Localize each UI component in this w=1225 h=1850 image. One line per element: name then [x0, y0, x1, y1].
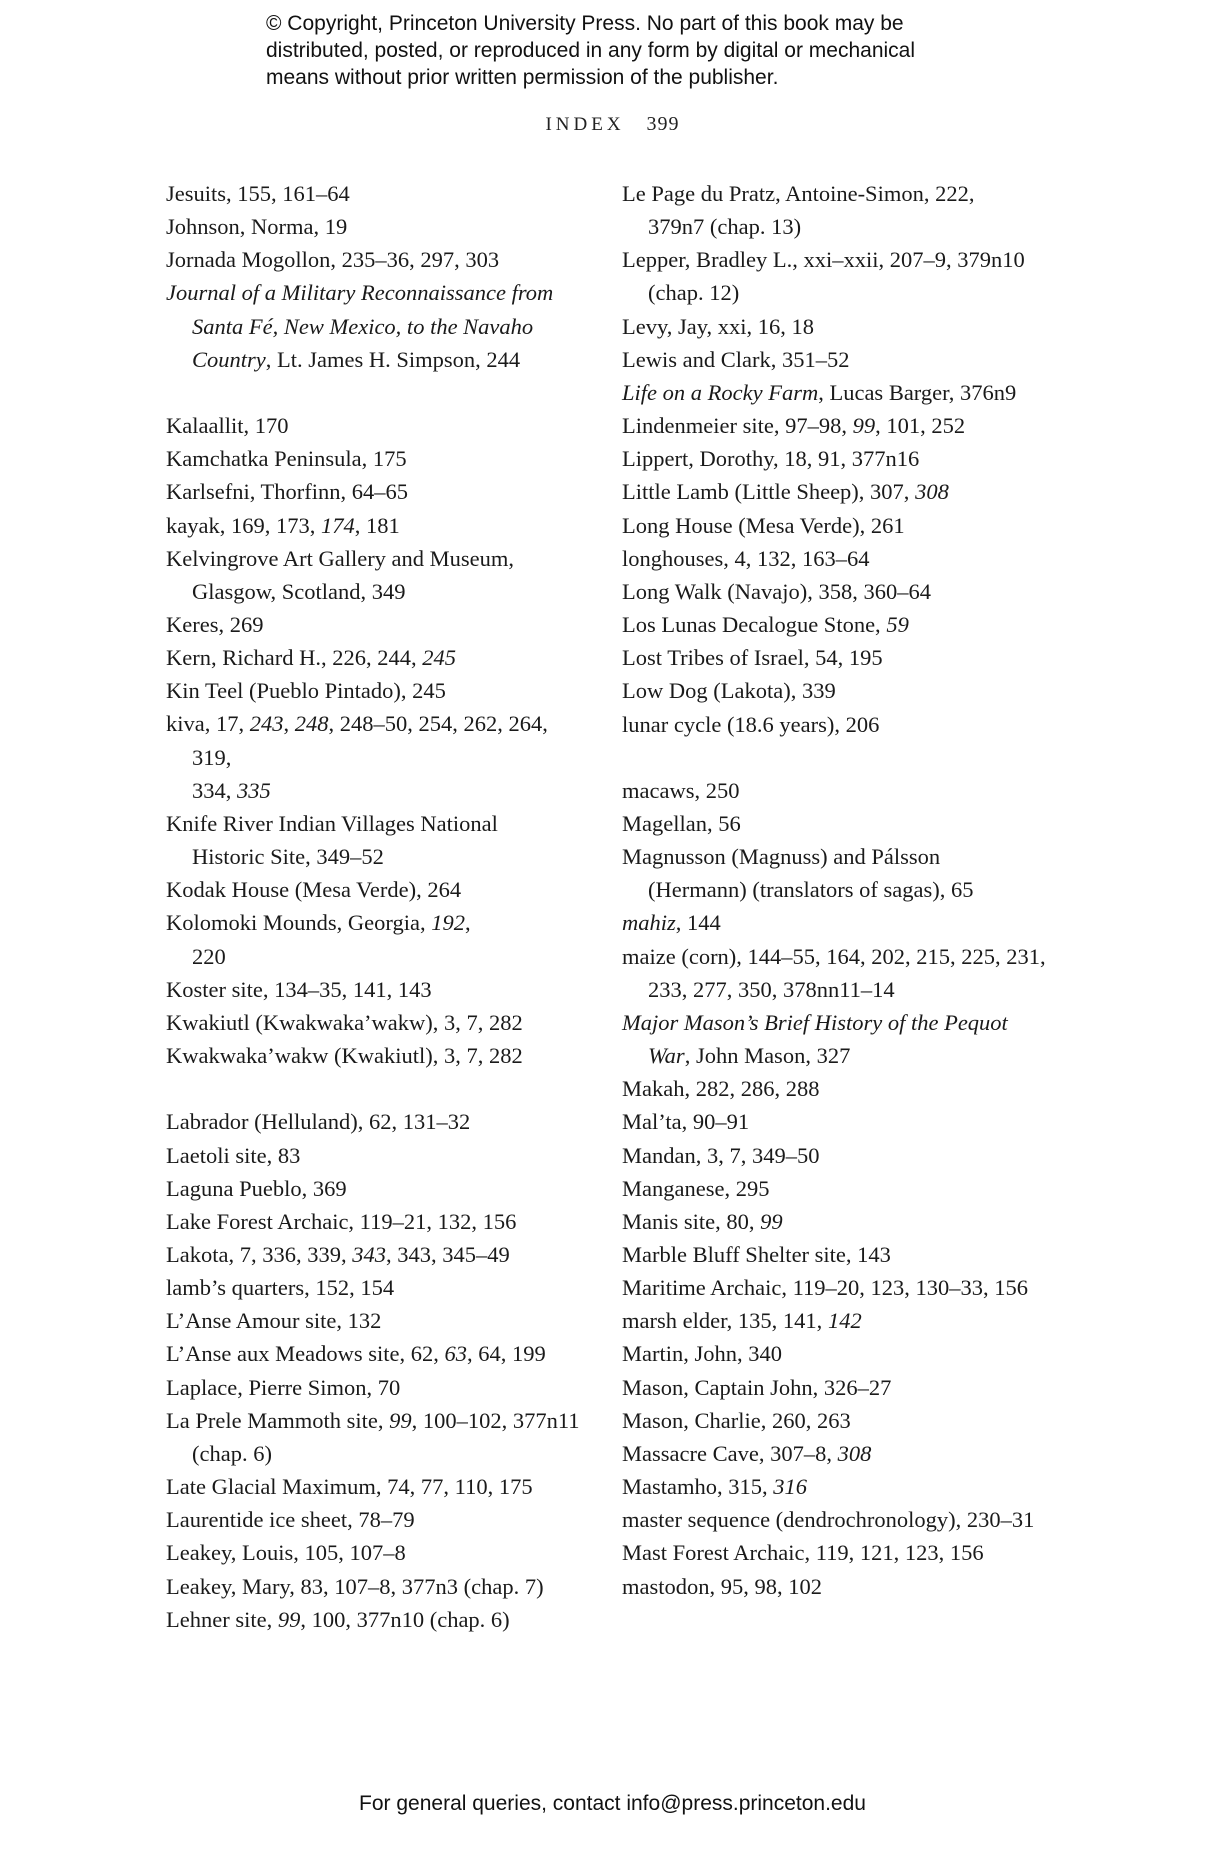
index-entry-text: , 220 — [192, 910, 471, 969]
index-entry-italic-text: 316 — [773, 1474, 807, 1500]
index-entry — [622, 475, 1062, 508]
letter-group-gap — [622, 741, 1062, 774]
index-entry-text: Mast Forest Archaic, 119, 121, 123, 156 — [622, 1540, 984, 1566]
index-entry — [166, 442, 586, 475]
index-entry-text: Leakey, Louis, 105, 107–8 — [166, 1540, 406, 1566]
index-entry — [622, 1570, 1062, 1603]
index-entry-italic-text: 335 — [237, 777, 271, 803]
index-entry-text: kiva, 17, — [166, 711, 250, 737]
index-entry-text: Mason, Captain John, 326–27 — [622, 1374, 892, 1400]
index-entry-text: , John Mason, 327 — [684, 1043, 851, 1069]
index-entry — [622, 509, 1062, 542]
index-entry-text: Koster site, 134–35, 141, 143 — [166, 976, 432, 1002]
index-entry-text: Massacre Cave, 307–8, — [622, 1440, 838, 1466]
index-entry-text: lamb’s quarters, 152, 154 — [166, 1275, 395, 1301]
index-entry — [622, 840, 1062, 906]
index-entry-italic-text: 243 — [249, 711, 284, 737]
index-entry-italic-text: Life on a Rocky Farm — [622, 379, 819, 405]
index-entry-italic-text: 142 — [827, 1308, 862, 1334]
index-entry-text: Lakota, 7, 336, 339, — [166, 1241, 353, 1267]
index-entry-text: Jesuits, 155, 161–64 — [166, 181, 350, 206]
index-column-left — [166, 177, 586, 1636]
index-entry — [622, 1536, 1062, 1569]
index-entry-text: , 248–50, 254, 262, 264, 319, 334, — [192, 711, 548, 803]
index-entry-text: Laplace, Pierre Simon, 70 — [166, 1374, 401, 1400]
index-entry-text: longhouses, 4, 132, 163–64 — [622, 545, 870, 571]
index-entry-text: , 343, 345–49 — [385, 1241, 510, 1267]
index-entry — [622, 608, 1062, 641]
index-entry — [166, 1139, 586, 1172]
index-entry — [166, 409, 586, 442]
index-entry-text: L’Anse Amour site, 132 — [166, 1308, 382, 1334]
running-head — [0, 113, 1225, 136]
index-entry-text: Martin, John, 340 — [622, 1341, 782, 1367]
index-entry-text: Knife River Indian Villages National Historic Site, 349–52 — [166, 810, 498, 870]
letter-group-gap — [166, 376, 586, 409]
index-entry-text: , Lt. James H. Simpson, 244 — [265, 346, 521, 372]
contact-footer: For general queries, contact info@press.princeton.edu — [359, 1792, 866, 1815]
index-entry — [166, 177, 586, 210]
index-entry — [166, 1105, 586, 1138]
index-entry-text: Mal’ta, 90–91 — [622, 1109, 750, 1135]
index-entry — [622, 1205, 1062, 1238]
index-entry — [622, 1006, 1062, 1072]
index-entry-text: lunar cycle (18.6 years), 206 — [622, 711, 880, 737]
index-entry — [166, 1404, 586, 1470]
index-entry — [166, 1603, 586, 1636]
index-entry-text: , 144 — [675, 910, 721, 936]
index-entry-text: Johnson, Norma, 19 — [166, 214, 348, 240]
letter-group-gap — [166, 1072, 586, 1105]
index-entry — [166, 1470, 586, 1503]
index-entry-text: marsh elder, 135, 141, — [622, 1308, 828, 1334]
index-entry-italic-text: 192 — [431, 910, 465, 936]
index-entry — [622, 1238, 1062, 1271]
index-entry-italic-text: 174 — [320, 512, 355, 538]
index-entry-text: Maritime Archaic, 119–20, 123, 130–33, 156 — [622, 1275, 1028, 1301]
index-entry — [166, 1238, 586, 1271]
index-entry — [166, 674, 586, 707]
index-entry-text: Laguna Pueblo, 369 — [166, 1175, 347, 1201]
index-entry — [622, 243, 1062, 309]
index-entry — [166, 608, 586, 641]
index-entry — [622, 376, 1062, 409]
index-entry-text: Labrador (Helluland), 62, 131–32 — [166, 1109, 471, 1135]
index-entry — [166, 973, 586, 1006]
index-entry-text: Kin Teel (Pueblo Pintado), 245 — [166, 678, 446, 704]
index-entry-text: Kodak House (Mesa Verde), 264 — [166, 877, 462, 903]
index-entry-text: Leakey, Mary, 83, 107–8, 377n3 (chap. 7) — [166, 1573, 544, 1599]
index-entry-italic-text: Major Mason’s Brief History of the Pequot War — [622, 1009, 1008, 1069]
index-entry-italic-text: 99 — [277, 1606, 301, 1632]
index-entry-italic-text: 308 — [837, 1440, 872, 1466]
index-entry-text: Long Walk (Navajo), 358, 360–64 — [622, 578, 931, 604]
index-entry — [166, 243, 586, 276]
index-entry-text: Laurentide ice sheet, 78–79 — [166, 1507, 415, 1533]
index-entry-text: Keres, 269 — [166, 612, 264, 638]
index-entry-text: La Prele Mammoth site, — [166, 1407, 390, 1433]
copyright-notice: © Copyright, Princeton University Press. No part of this book may be distributed, posted, or reproduced in any form by digital or mechanical means without prior written permission of the publisher. — [266, 12, 916, 89]
index-entry — [622, 1304, 1062, 1337]
index-entry-text: Kern, Richard H., 226, 244, — [166, 645, 423, 671]
index-entry-italic-text: 245 — [422, 645, 456, 671]
index-entry — [622, 343, 1062, 376]
index-entry — [622, 807, 1062, 840]
index-entry-text: Long House (Mesa Verde), 261 — [622, 512, 905, 538]
index-entry-italic-text: 343 — [352, 1241, 386, 1267]
index-entry — [166, 509, 586, 542]
index-entry-text: Kwakiutl (Kwakwaka’wakw), 3, 7, 282 — [166, 1009, 523, 1035]
index-entry — [622, 409, 1062, 442]
index-entry — [622, 177, 1062, 243]
index-entry-italic-text: 59 — [886, 612, 909, 638]
index-entry-italic-text: 308 — [915, 479, 949, 505]
index-entry-text: L’Anse aux Meadows site, 62, — [166, 1341, 445, 1367]
index-entry — [622, 1072, 1062, 1105]
index-entry-text: Low Dog (Lakota), 339 — [622, 678, 836, 704]
index-entry-text: Lehner site, — [166, 1606, 278, 1632]
index-entry-text: master sequence (dendrochronology), 230–31 — [622, 1507, 1035, 1533]
index-entry — [622, 1337, 1062, 1370]
index-entry — [166, 1271, 586, 1304]
index-entry-italic-text: 63 — [444, 1341, 468, 1367]
index-entry-text: Kamchatka Peninsula, 175 — [166, 446, 407, 472]
index-entry-text: Lost Tribes of Israel, 54, 195 — [622, 645, 883, 671]
index-entry — [166, 807, 586, 873]
index-entry-italic-text: 99 — [389, 1407, 412, 1433]
index-entry-text: Lewis and Clark, 351–52 — [622, 346, 850, 372]
index-entry-text: Karlsefni, Thorfinn, 64–65 — [166, 479, 409, 505]
index-entry — [166, 641, 586, 674]
index-entry — [166, 1006, 586, 1039]
index-entry-text: Magellan, 56 — [622, 810, 741, 836]
index-entry — [622, 542, 1062, 575]
index-entry-text: Jornada Mogollon, 235–36, 297, 303 — [166, 247, 500, 273]
index-entry-text: Laetoli site, 83 — [166, 1142, 301, 1168]
index-entry — [622, 1139, 1062, 1172]
index-entry-text: , Lucas Barger, 376n9 — [818, 379, 1017, 405]
index-entry — [622, 1503, 1062, 1536]
index-entry — [166, 210, 586, 243]
index-entry-text: Lepper, Bradley L., xxi–xxii, 207–9, 379n10 (chap. 12) — [622, 247, 1025, 306]
index-entry-text: Lindenmeier site, 97–98, — [622, 413, 853, 439]
index-entry — [166, 1039, 586, 1072]
index-entry — [622, 1404, 1062, 1437]
index-entry-italic-text: mahiz — [622, 910, 676, 936]
index-entry-text: Le Page du Pratz, Antoine-Simon, 222, 379n7 (chap. 13) — [622, 181, 975, 240]
index-entry-text: Manganese, 295 — [622, 1175, 770, 1201]
index-entry-text: Manis site, 80, — [622, 1208, 761, 1234]
index-entry-text: , 181 — [354, 512, 400, 538]
index-entry — [622, 674, 1062, 707]
index-entry — [166, 1503, 586, 1536]
index-entry — [622, 575, 1062, 608]
index-entry-text: Late Glacial Maximum, 74, 77, 110, 175 — [166, 1474, 533, 1500]
index-entry — [166, 873, 586, 906]
index-entry-text: maize (corn), 144–55, 164, 202, 215, 225, 231, 233, 277, 350, 378nn11–14 — [622, 943, 1046, 1002]
index-entry-italic-text: 99 — [760, 1208, 783, 1234]
index-entry — [166, 1570, 586, 1603]
index-entry — [622, 1371, 1062, 1404]
index-entry — [166, 276, 586, 375]
index-entry — [166, 707, 586, 806]
index-entry-italic-text: 248 — [294, 711, 329, 737]
index-entry-text: Little Lamb (Little Sheep), 307, — [622, 479, 916, 505]
index-entry-text: , 100–102, 377n11 (chap. 6) — [192, 1407, 580, 1466]
index-entry — [622, 1271, 1062, 1304]
index-entry-text: Magnusson (Magnuss) and Pálsson (Hermann) (translators of sagas), 65 — [622, 844, 974, 903]
index-entry — [622, 906, 1062, 939]
index-entry — [622, 310, 1062, 343]
index-entry-text: Lake Forest Archaic, 119–21, 132, 156 — [166, 1208, 517, 1234]
index-entry — [166, 475, 586, 508]
index-entry-italic-text: 99 — [852, 413, 876, 439]
index-entry-text: Kalaallit, 170 — [166, 413, 289, 439]
index-entry-text: Mason, Charlie, 260, 263 — [622, 1407, 851, 1433]
index-entry — [622, 1437, 1062, 1470]
index-entry — [622, 442, 1062, 475]
index-entry — [166, 1205, 586, 1238]
index-entry-text: mastodon, 95, 98, 102 — [622, 1573, 822, 1599]
index-entry — [622, 1470, 1062, 1503]
index-entry-text: Mandan, 3, 7, 349–50 — [622, 1142, 820, 1168]
index-entry-text: Mastamho, 315, — [622, 1474, 774, 1500]
index-entry — [622, 1105, 1062, 1138]
running-head-title: INDEX — [545, 114, 625, 135]
index-entry — [166, 1536, 586, 1569]
index-entry-text: , 64, 199 — [467, 1341, 546, 1367]
index-entry-text: Los Lunas Decalogue Stone, — [622, 612, 887, 638]
index-entry-text: kayak, 169, 173, — [166, 512, 321, 538]
index-entry-text: Kelvingrove Art Gallery and Museum, Glasgow, Scotland, 349 — [166, 545, 515, 604]
index-entry-text: , 100, 377n10 (chap. 6) — [300, 1606, 510, 1632]
index-entry — [166, 1172, 586, 1205]
index-entry-text: Levy, Jay, xxi, 16, 18 — [622, 313, 815, 339]
index-entry-text: macaws, 250 — [622, 777, 740, 803]
index-entry — [166, 1337, 586, 1370]
index-entry — [166, 1304, 586, 1337]
index-column-right — [622, 177, 1062, 1603]
index-entry — [622, 774, 1062, 807]
index-entry-text: Lippert, Dorothy, 18, 91, 377n16 — [622, 446, 920, 472]
index-entry-italic-text: Journal of a Military Reconnaissance from Santa Fé, New Mexico, to the Navaho Country — [166, 280, 554, 372]
index-entry — [622, 641, 1062, 674]
index-entry — [622, 1172, 1062, 1205]
page-number: 399 — [646, 113, 680, 135]
index-entry — [622, 940, 1062, 1006]
index-entry — [622, 708, 1062, 741]
index-entry — [166, 542, 586, 608]
index-entry-text: Marble Bluff Shelter site, 143 — [622, 1241, 891, 1267]
index-entry-text: Kwakwaka’wakw (Kwakiutl), 3, 7, 282 — [166, 1043, 523, 1069]
index-entry-text: Kolomoki Mounds, Georgia, — [166, 910, 432, 936]
index-entry — [166, 1371, 586, 1404]
index-entry-text: , 101, 252 — [875, 413, 966, 439]
index-entry — [166, 906, 586, 972]
index-entry-text: , — [283, 711, 295, 737]
index-entry-text: Makah, 282, 286, 288 — [622, 1076, 820, 1102]
